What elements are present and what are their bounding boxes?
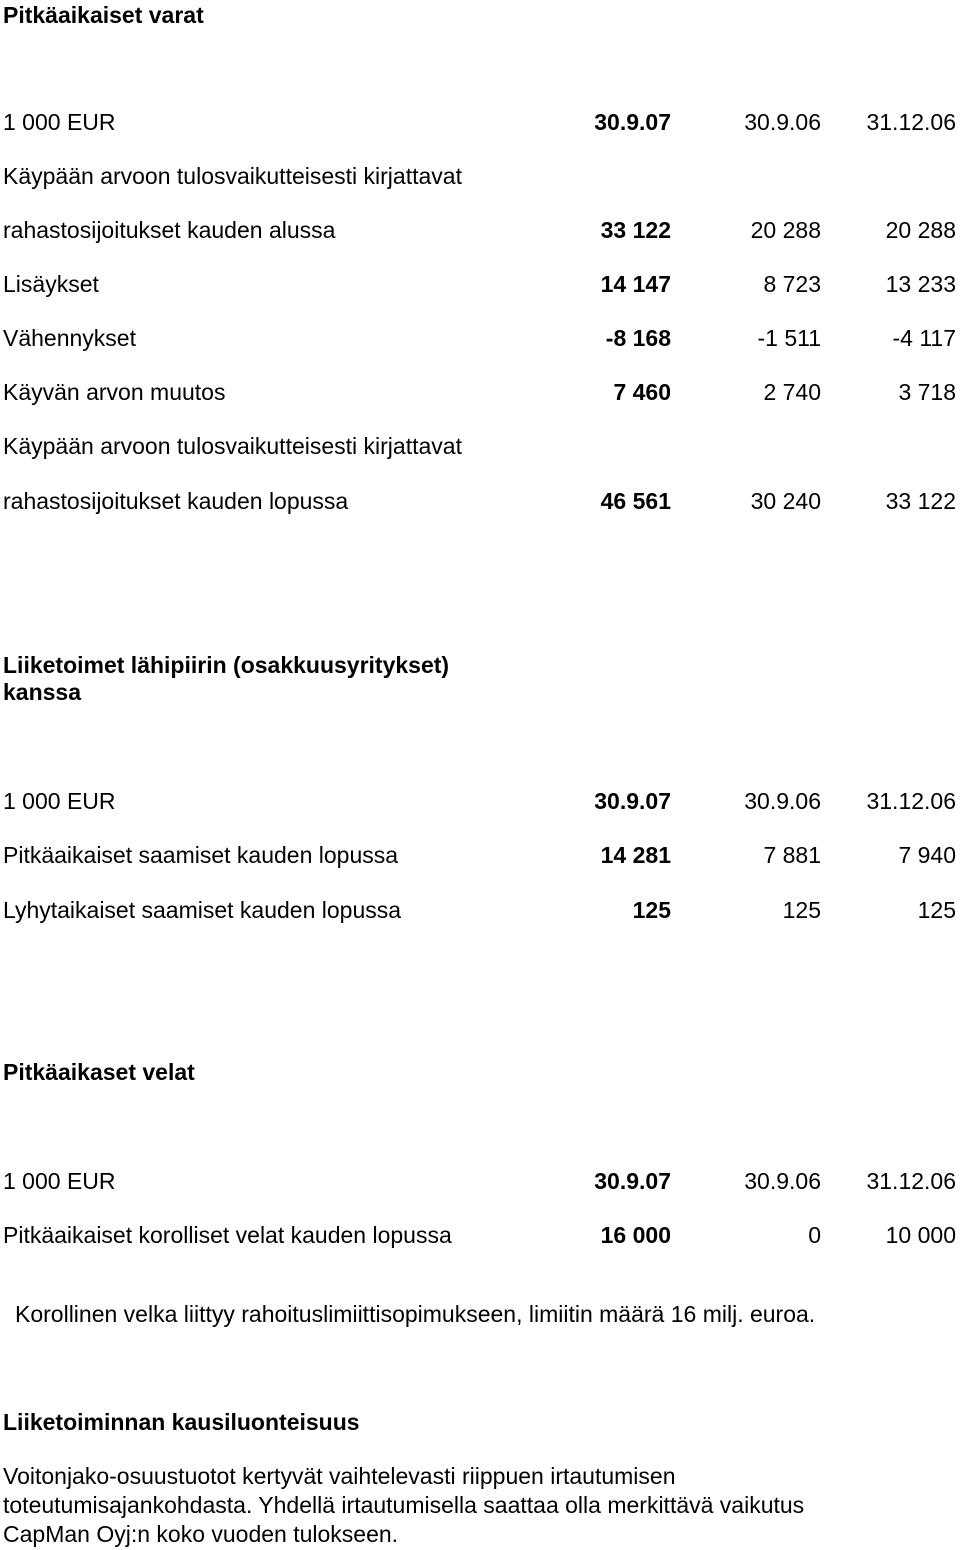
seasonality-paragraph-line: CapMan Oyj:n koko vuoden tulokseen.: [3, 1521, 399, 1547]
header-unit: 1 000 EUR: [3, 1168, 116, 1194]
table-cell-col3: 7 940: [898, 842, 956, 868]
table-cell-col2: 20 288: [750, 217, 821, 243]
table-row-label: Käypään arvoon tulosvaikutteisesti kirjattavat: [3, 163, 462, 189]
table-row-label: Pitkäaikaiset saamiset kauden lopussa: [3, 842, 399, 868]
table-cell-col1: 125: [632, 897, 671, 923]
table-row-label: Vähennykset: [3, 325, 136, 351]
table-row-label: Käyvän arvon muutos: [3, 379, 226, 405]
header-col2: 30.9.06: [744, 788, 821, 814]
table-cell-col2: 0: [808, 1222, 821, 1248]
table-cell-col2: 7 881: [763, 842, 821, 868]
table-row-label: Lisäykset: [3, 271, 99, 297]
table-cell-col3: 33 122: [885, 488, 956, 514]
table-cell-col1: -8 168: [605, 325, 671, 351]
section-title-related-party-cont: kanssa: [3, 679, 82, 705]
table-row-label: rahastosijoitukset kauden alussa: [3, 217, 336, 243]
section-title-related-party: Liiketoimet lähipiirin (osakkuusyritykset): [3, 652, 450, 678]
liabilities-note: Korollinen velka liittyy rahoituslimiittisopimukseen, limiitin määrä 16 milj. euroa.: [15, 1301, 816, 1327]
section-title-non-current-liabilities: Pitkäaikaset velat: [3, 1059, 195, 1085]
section-title-seasonality: Liiketoiminnan kausiluonteisuus: [3, 1409, 360, 1435]
header-col3: 31.12.06: [866, 788, 956, 814]
table-cell-col2: 8 723: [763, 271, 821, 297]
table-row-label: Pitkäaikaiset korolliset velat kauden lopussa: [3, 1222, 452, 1248]
header-col1: 30.9.07: [594, 109, 671, 135]
table-cell-col1: 46 561: [600, 488, 671, 514]
table-cell-col3: 125: [917, 897, 956, 923]
table-row-label: Lyhytaikaiset saamiset kauden lopussa: [3, 897, 402, 923]
table-cell-col1: 14 281: [600, 842, 671, 868]
table-row-label: Käypään arvoon tulosvaikutteisesti kirjattavat: [3, 433, 462, 459]
header-col2: 30.9.06: [744, 1168, 821, 1194]
header-col3: 31.12.06: [866, 1168, 956, 1194]
seasonality-paragraph-line: toteutumisajankohdasta. Yhdellä irtautumisella saattaa olla merkittävä vaikutus: [3, 1492, 805, 1518]
table-cell-col1: 14 147: [600, 271, 671, 297]
table-cell-col1: 7 460: [613, 379, 671, 405]
seasonality-paragraph-line: Voitonjako-osuustuotot kertyvät vaihtelevasti riippuen irtautumisen: [3, 1463, 676, 1489]
table-cell-col3: 3 718: [898, 379, 956, 405]
header-unit: 1 000 EUR: [3, 109, 116, 135]
table-cell-col2: 2 740: [763, 379, 821, 405]
header-unit: 1 000 EUR: [3, 788, 116, 814]
table-cell-col3: 10 000: [885, 1222, 956, 1248]
section-title-non-current-assets: Pitkäaikaiset varat: [3, 2, 204, 28]
table-cell-col2: -1 511: [757, 325, 821, 351]
header-col1: 30.9.07: [594, 1168, 671, 1194]
table-cell-col3: 20 288: [885, 217, 956, 243]
table-cell-col1: 33 122: [600, 217, 671, 243]
header-col3: 31.12.06: [866, 109, 956, 135]
table-row-label: rahastosijoitukset kauden lopussa: [3, 488, 349, 514]
table-cell-col1: 16 000: [600, 1222, 671, 1248]
table-cell-col2: 30 240: [750, 488, 821, 514]
header-col2: 30.9.06: [744, 109, 821, 135]
table-cell-col2: 125: [782, 897, 821, 923]
table-cell-col3: 13 233: [885, 271, 956, 297]
header-col1: 30.9.07: [594, 788, 671, 814]
table-cell-col3: -4 117: [892, 325, 956, 351]
